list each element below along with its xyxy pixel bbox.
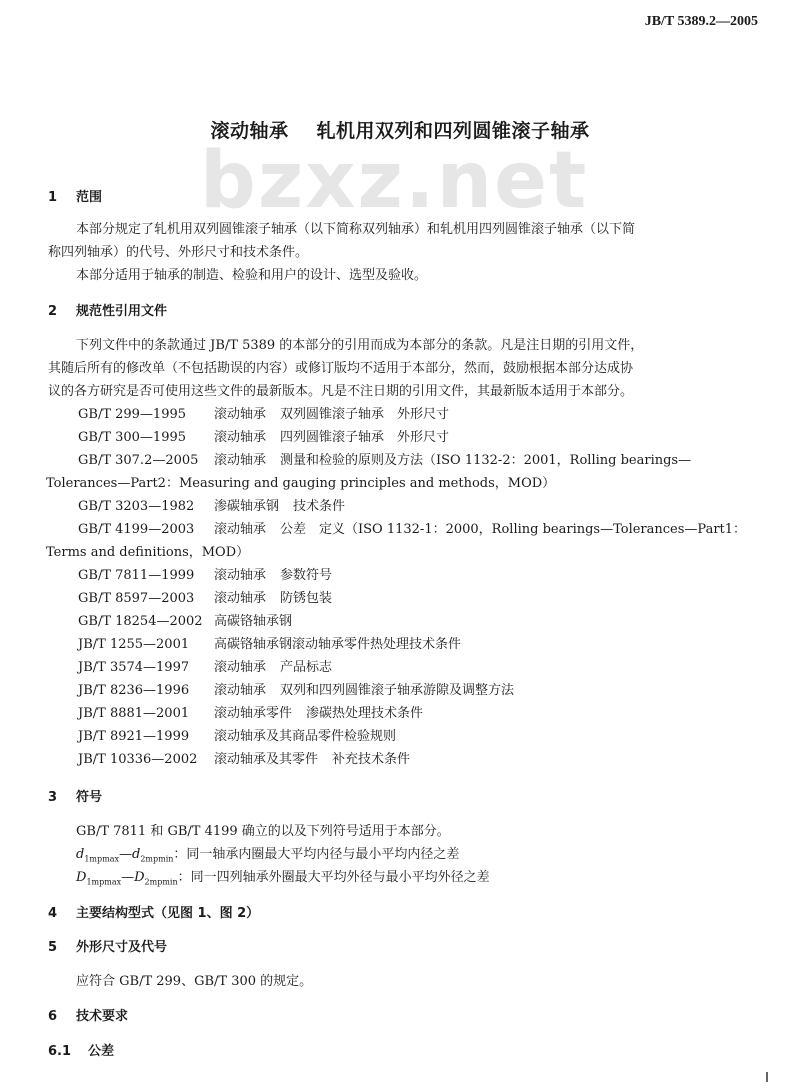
reference-item: JB/T 1255—2001 高碳铬轴承钢滚动轴承零件热处理技术条件 bbox=[78, 637, 462, 652]
section-1-para1-line2: 称四列轴承）的代号、外形尺寸和技术条件。 bbox=[48, 245, 309, 260]
reference-item: GB/T 7811—1999 滚动轴承 参数符号 bbox=[78, 568, 333, 583]
watermark: bzxz.net bbox=[200, 136, 589, 226]
reference-item: JB/T 8236—1996 滚动轴承 双列和四列圆锥滚子轴承游隙及调整方法 bbox=[78, 683, 515, 698]
section-3-heading: 3 符号 bbox=[48, 790, 103, 805]
reference-item: GB/T 3203—1982 渗碳轴承钢 技术条件 bbox=[78, 499, 346, 514]
section-6-1-heading: 6.1 公差 bbox=[48, 1044, 115, 1059]
reference-item: GB/T 8597—2003 滚动轴承 防锈包装 bbox=[78, 591, 333, 606]
section-1-para1-line1: 本部分规定了轧机用双列圆锥滚子轴承（以下简称双列轴承）和轧机用四列圆锥滚子轴承（以下简 bbox=[76, 222, 636, 237]
section-4-heading: 4 主要结构型式（见图 1、图 2） bbox=[48, 906, 260, 921]
title-part2: 轧机用双列和四列圆锥滚子轴承 bbox=[316, 120, 590, 142]
reference-item: GB/T 18254—2002 高碳铬轴承钢 bbox=[78, 614, 293, 629]
reference-item: GB/T 307.2—2005 滚动轴承 测量和检验的原则及方法（ISO 1132-2：2001，Rolling bearings— bbox=[78, 453, 692, 468]
page-mark bbox=[766, 1072, 768, 1082]
section-5-body: 应符合 GB/T 299、GB/T 300 的规定。 bbox=[76, 974, 313, 989]
reference-item-continuation: Terms and definitions，MOD） bbox=[46, 545, 250, 560]
section-5-heading: 5 外形尺寸及代号 bbox=[48, 940, 168, 955]
reference-item: GB/T 300—1995 滚动轴承 四列圆锥滚子轴承 外形尺寸 bbox=[78, 430, 450, 445]
symbol-definition-inner: $d_{1mpmax}—d_{2mpmin}$：同一轴承内圈最大平均内径与最小平均内径之差 bbox=[76, 847, 460, 864]
reference-item: GB/T 4199—2003 滚动轴承 公差 定义（ISO 1132-1：2000，Rolling bearings—Tolerances—Part1： bbox=[78, 522, 747, 537]
section-2-heading: 2 规范性引用文件 bbox=[48, 304, 168, 319]
reference-item-continuation: Tolerances—Part2：Measuring and gauging principles and methods，MOD） bbox=[46, 476, 556, 491]
reference-item: GB/T 299—1995 滚动轴承 双列圆锥滚子轴承 外形尺寸 bbox=[78, 407, 450, 422]
symbol-definition-outer: $D_{1mpmax}—D_{2mpmin}$：同一四列轴承外圈最大平均外径与最小平均外径之差 bbox=[76, 870, 490, 887]
section-2-intro-line3: 议的各方研究是否可使用这些文件的最新版本。凡是不注日期的引用文件，其最新版本适用于本部分。 bbox=[48, 384, 634, 399]
section-1-para2: 本部分适用于轴承的制造、检验和用户的设计、选型及验收。 bbox=[76, 268, 428, 283]
reference-item: JB/T 10336—2002 滚动轴承及其零件 补充技术条件 bbox=[78, 752, 411, 767]
standard-code: JB/T 5389.2—2005 bbox=[644, 14, 758, 29]
reference-item: JB/T 8921—1999 滚动轴承及其商品零件检验规则 bbox=[78, 729, 397, 744]
section-6-heading: 6 技术要求 bbox=[48, 1009, 129, 1024]
title-part1: 滚动轴承 bbox=[210, 120, 289, 142]
reference-item: JB/T 3574—1997 滚动轴承 产品标志 bbox=[78, 660, 333, 675]
document-title bbox=[0, 116, 800, 143]
section-1-heading: 1 范围 bbox=[48, 190, 103, 205]
section-2-intro-line2: 其随后所有的修改单（不包括勘误的内容）或修订版均不适用于本部分，然而，鼓励根据本部分达成协 bbox=[48, 361, 634, 376]
reference-item: JB/T 8881—2001 滚动轴承零件 渗碳热处理技术条件 bbox=[78, 706, 424, 721]
section-2-intro-line1: 下列文件中的条款通过 JB/T 5389 的本部分的引用而成为本部分的条款。凡是注日期的引用文件， bbox=[76, 338, 644, 353]
section-3-intro: GB/T 7811 和 GB/T 4199 确立的以及下列符号适用于本部分。 bbox=[76, 824, 450, 839]
